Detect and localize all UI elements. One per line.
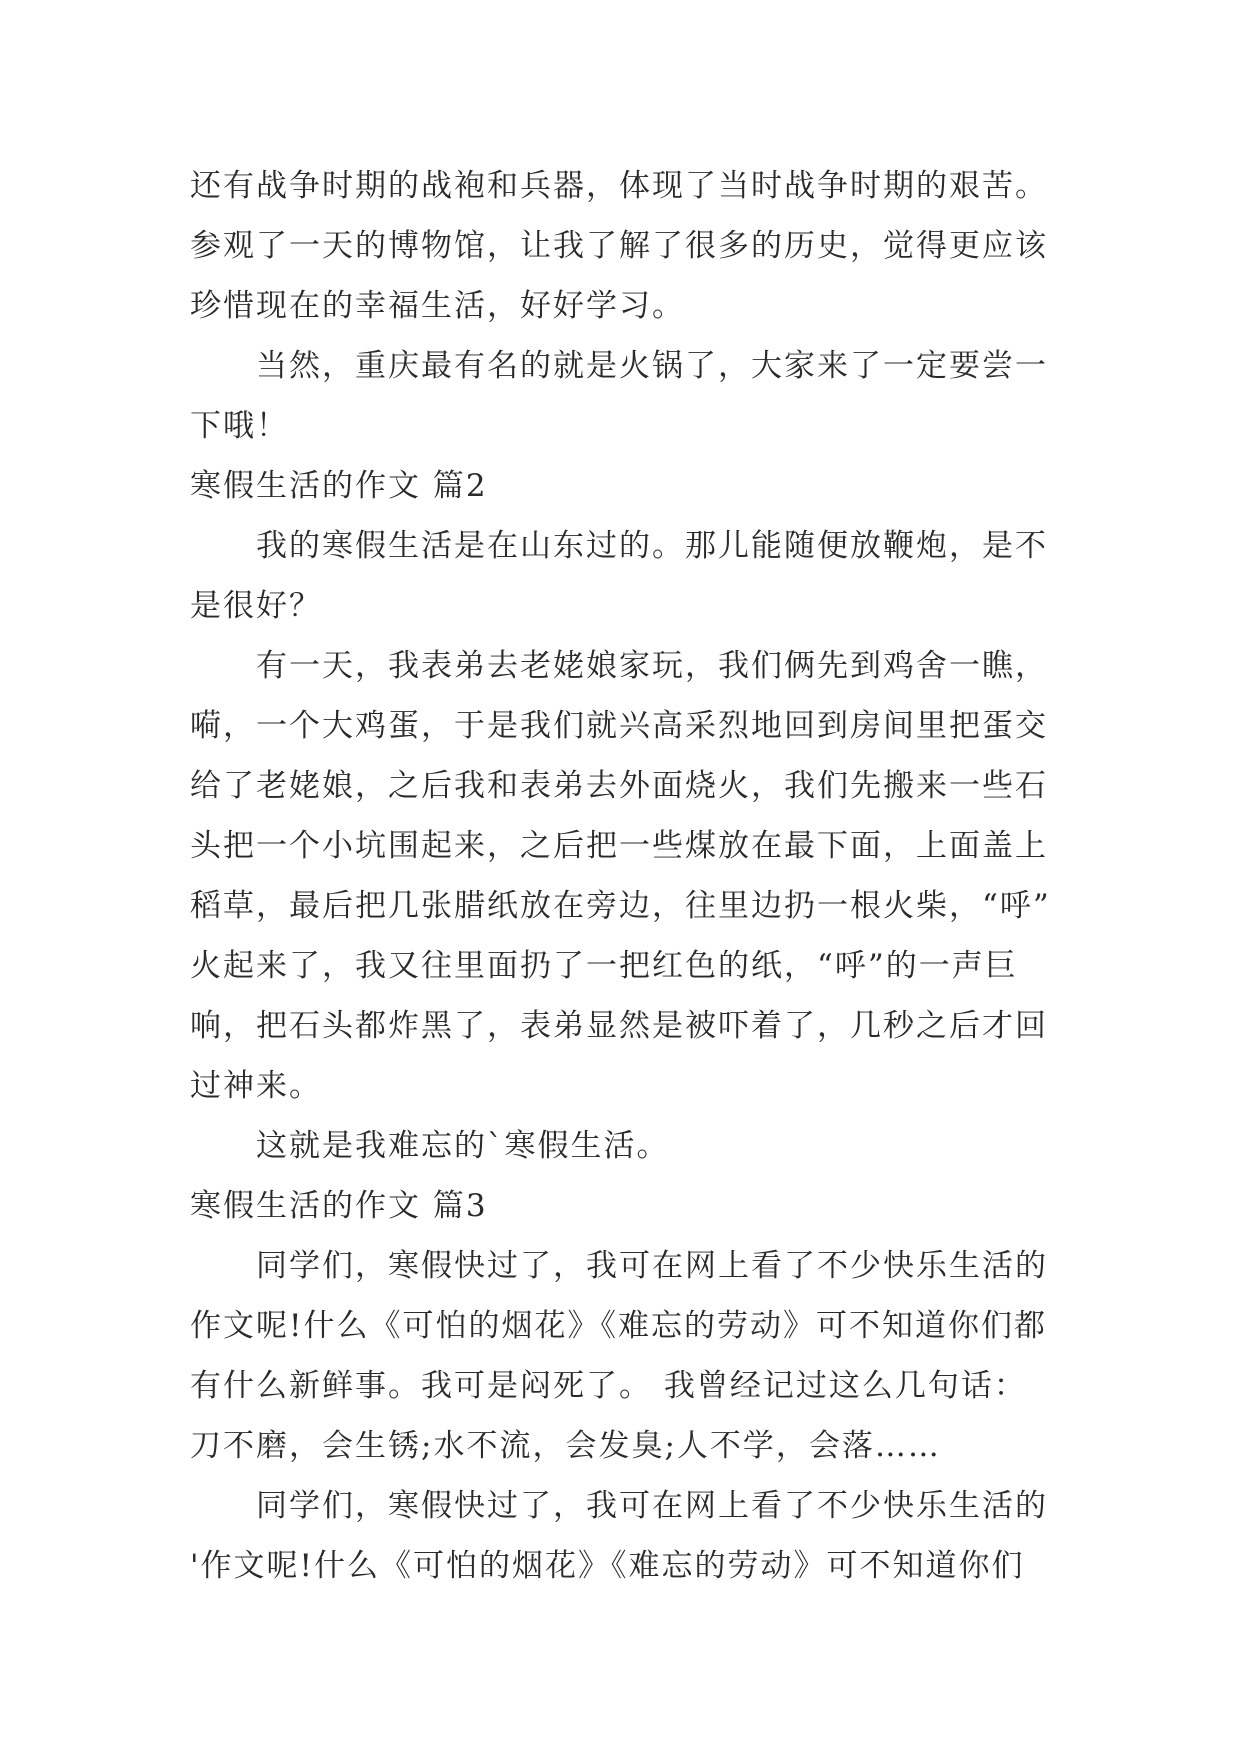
text-line: 有什么新鲜事。我可是闷死了。 我曾经记过这么几句话： [190,1368,1027,1404]
text-line: 过神来。 [190,1068,322,1104]
text-line: 同学们，寒假快过了，我可在网上看了不少快乐生活的 [256,1488,1048,1524]
text-line: 头把一个小坑围起来，之后把一些煤放在最下面，上面盖上 [190,828,1048,864]
text-line: 有一天，我表弟去老姥娘家玩，我们俩先到鸡舍一瞧， [256,648,1048,684]
text-line: '作文呢!什么《可怕的烟花》《难忘的劳动》可不知道你们 [190,1548,1025,1584]
text-line: 嗬，一个大鸡蛋，于是我们就兴高采烈地回到房间里把蛋交 [190,708,1048,744]
text-line: 还有战争时期的战袍和兵器，体现了当时战争时期的艰苦。 [190,168,1048,204]
section-heading: 寒假生活的作文 篇3 [190,1188,488,1224]
text-line: 作文呢!什么《可怕的烟花》《难忘的劳动》可不知道你们都 [190,1308,1047,1344]
text-line: 我的寒假生活是在山东过的。那儿能随便放鞭炮，是不 [256,528,1048,564]
text-line: 当然，重庆最有名的就是火锅了，大家来了一定要尝一 [256,348,1048,384]
text-line: 同学们，寒假快过了，我可在网上看了不少快乐生活的 [256,1248,1048,1284]
essay-text [190,156,1070,1596]
text-line: 给了老姥娘，之后我和表弟去外面烧火，我们先搬来一些石 [190,768,1048,804]
text-line: 下哦！ [190,408,289,444]
text-line: 参观了一天的博物馆，让我了解了很多的历史，觉得更应该 [190,228,1048,264]
text-line: 这就是我难忘的`寒假生活。 [256,1128,670,1164]
text-line: 火起来了，我又往里面扔了一把红色的纸，“呼”的一声巨 [190,948,1018,984]
text-line: 响，把石头都炸黑了，表弟显然是被吓着了，几秒之后才回 [190,1008,1048,1044]
text-line: 刀不磨，会生锈;水不流，会发臭;人不学，会落…… [190,1428,941,1464]
text-line: 珍惜现在的幸福生活，好好学习。 [190,288,685,324]
section-heading: 寒假生活的作文 篇2 [190,468,488,504]
text-line: 是很好？ [190,588,322,624]
text-line: 稻草，最后把几张腊纸放在旁边，往里边扔一根火柴，“呼” [190,888,1051,924]
